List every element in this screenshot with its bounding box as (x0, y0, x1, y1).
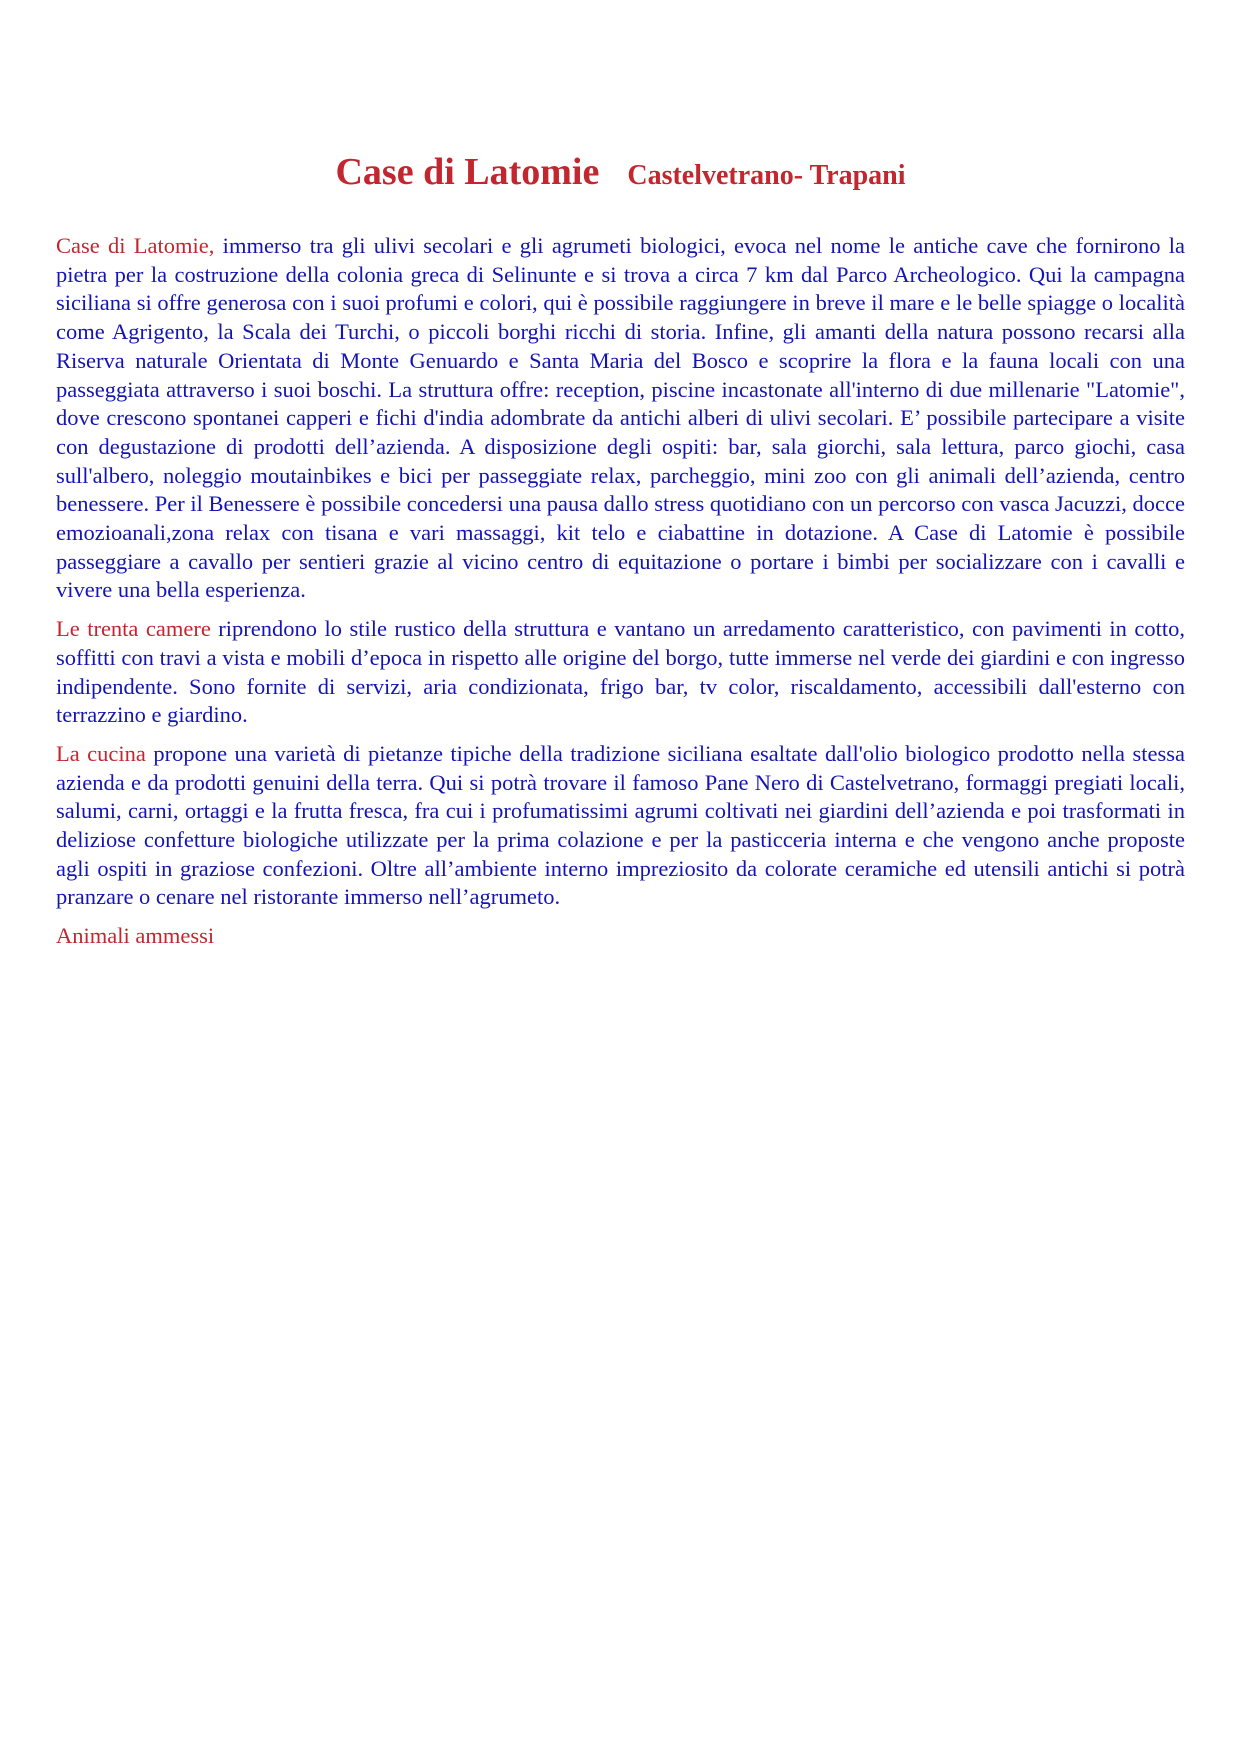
paragraph-kitchen-lead: La cucina (56, 740, 146, 766)
paragraph-kitchen-text: propone una varietà di pietanze tipiche della tradizione siciliana esaltate dall'olio biologico prodotto nella stessa azienda e da prodotti genuini della terra. Qui si potrà trovare il famoso Pane Nero di Castelvetrano, formaggi pregiati locali, salumi, carni, ortaggi e la frutta fresca, fra cui i profumatissimi agrumi coltivati nei giardini dell’azienda e poi trasformati in deliziose confetture biologiche utilizzate per la prima colazione e per la pasticceria interna e che vengono anche proposte agli ospiti in graziose confezioni. Oltre all’ambiente interno impreziosito da colorate ceramiche ed utensili antichi si potrà pranzare o cenare nel ristorante immerso nell’agrumeto. (56, 740, 1185, 910)
paragraph-rooms-lead: Le trenta camere (56, 616, 211, 642)
page-subtitle: Castelvetrano- Trapani (627, 160, 906, 191)
paragraph-kitchen (56, 740, 1185, 912)
page-title: Case di Latomie (335, 151, 600, 193)
title-row (56, 150, 1185, 194)
paragraph-intro (56, 232, 1185, 605)
paragraph-intro-lead: Case di Latomie, (56, 233, 215, 258)
paragraph-rooms-text: riprendono lo stile rustico della struttura e vantano un arredamento caratteristico, con pavimenti in cotto, soffitti con travi a vista e mobili d’epoca in rispetto alle origine del borgo, tutte immerse nel verde dei giardini e con ingresso indipendente. Sono fornite di servizi, aria condizionata, frigo bar, tv color, riscaldamento, accessibili dall'esterno con terrazzino e giardino. (56, 616, 1186, 728)
pets-note: Animali ammessi (56, 923, 215, 949)
body-text (56, 232, 1185, 951)
paragraph-rooms (56, 615, 1185, 730)
paragraph-intro-text: immerso tra gli ulivi secolari e gli agrumeti biologici, evoca nel nome le antiche cave che fornirono la pietra per la costruzione della colonia greca di Selinunte e si trova a circa 7 km dal Parco Archeologico. Qui la campagna siciliana si offre generosa con i suoi profumi e colori, qui è possibile raggiungere in breve il mare e le belle spiagge o località come Agrigento, la Scala dei Turchi, o piccoli borghi ricchi di storia. Infine, gli amanti della natura possono recarsi alla Riserva naturale Orientata di Monte Genuardo e Santa Maria del Bosco e scoprire la flora e la fauna locali con una passeggiata attraverso i suoi boschi. La struttura offre: reception, piscine incastonate all'interno di due millenarie "Latomie", dove crescono spontanei capperi e fichi d'india adombrate da antichi alberi di ulivi secolari. E’ possibile partecipare a visite con degustazione di prodotti dell’azienda. A disposizione degli ospiti: bar, sala giorchi, sala lettura, parco giochi, casa sull'albero, noleggio moutainbikes e bici per passeggiate relax, parcheggio, mini zoo con gli animali dell’azienda, centro benessere. Per il Benessere è possibile concedersi una pausa dallo stress quotidiano con un percorso con vasca Jacuzzi, docce emozioanali,zona relax con tisana e vari massaggi, kit telo e ciabattine in dotazione. A Case di Latomie è possibile passeggiare a cavallo per sentieri grazie al vicino centro di equitazione o portare i bimbi per socializzare con i cavalli e vivere una bella esperienza. (56, 233, 1186, 603)
